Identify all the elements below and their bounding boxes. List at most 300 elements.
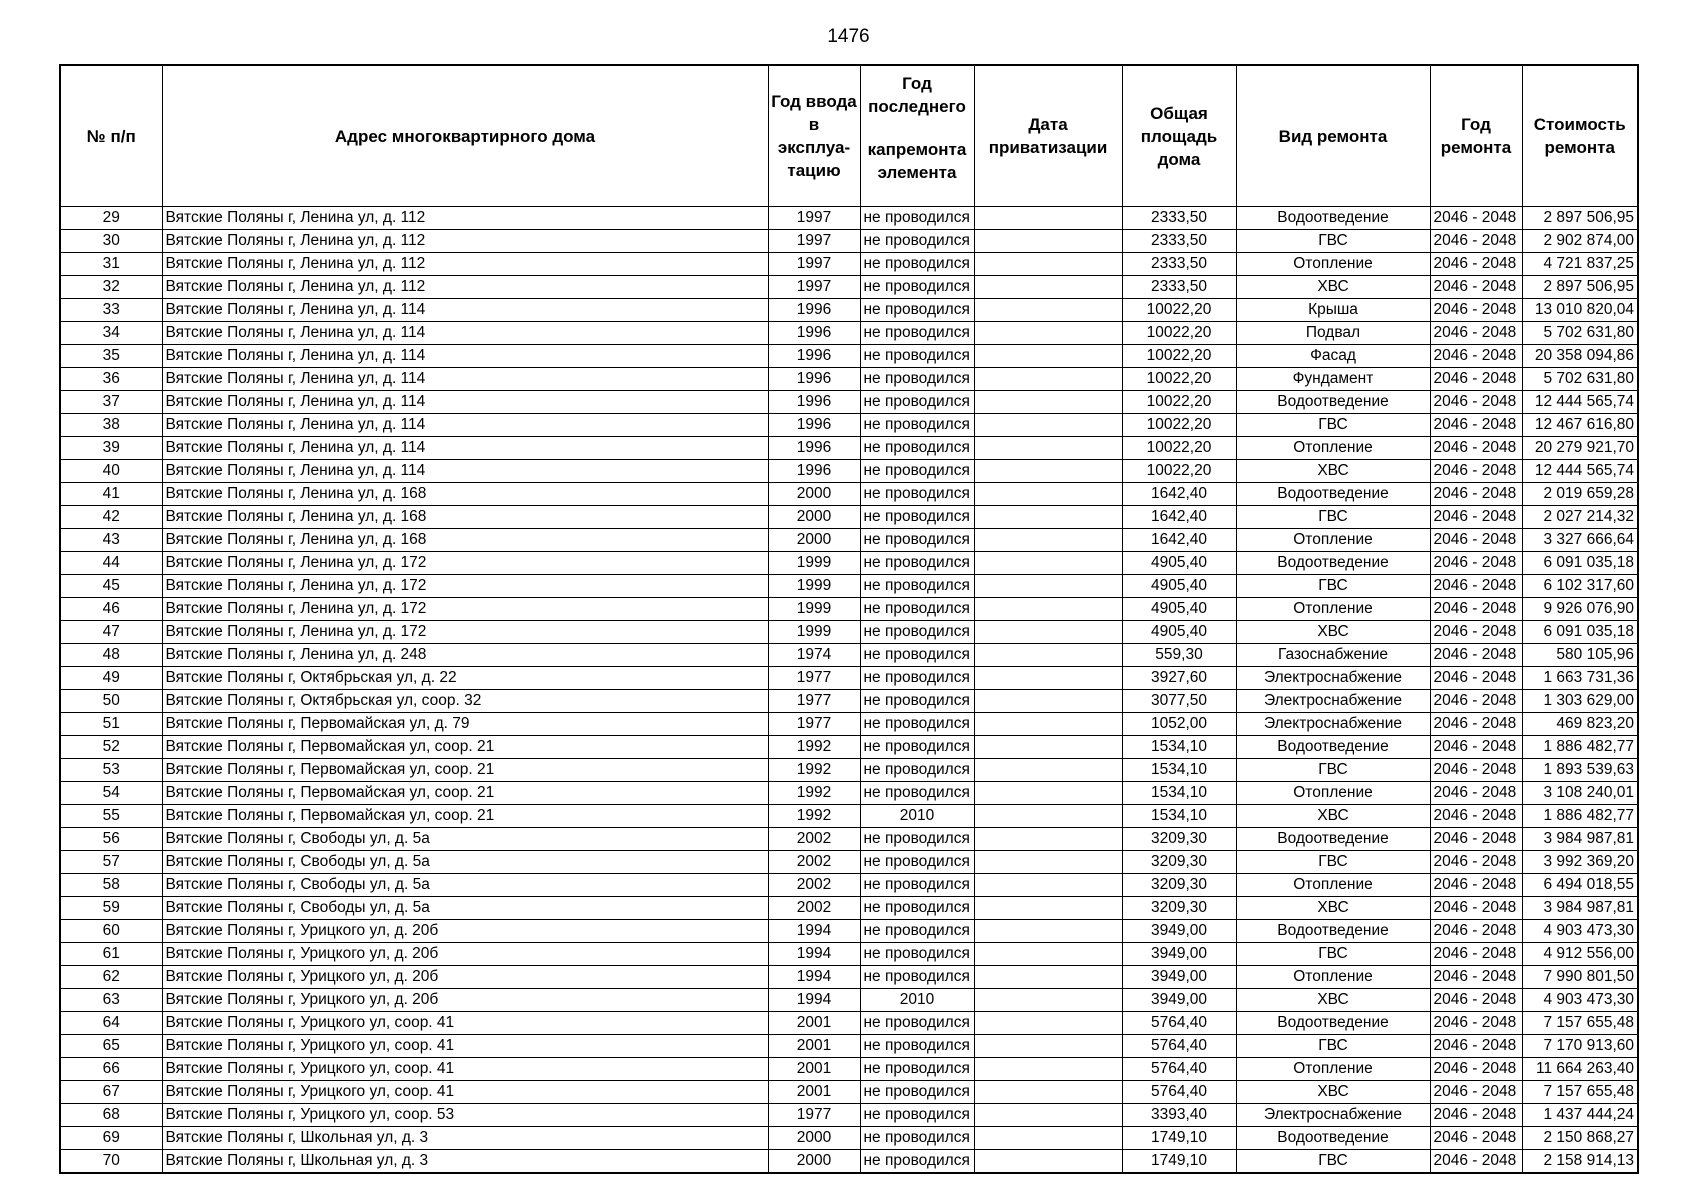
cell-privatization (974, 414, 1122, 437)
header-last-repair (860, 65, 974, 207)
cell-num: 60 (60, 920, 162, 943)
cell-repair-type: Отопление (1236, 966, 1430, 989)
cell-repair-year: 2046 - 2048 (1430, 897, 1522, 920)
cell-privatization (974, 1058, 1122, 1081)
cell-year-built: 1996 (768, 460, 860, 483)
cell-repair-year: 2046 - 2048 (1430, 207, 1522, 230)
cell-num: 62 (60, 966, 162, 989)
cell-num: 51 (60, 713, 162, 736)
cell-cost: 20 279 921,70 (1522, 437, 1638, 460)
cell-cost: 4 903 473,30 (1522, 920, 1638, 943)
cell-privatization (974, 483, 1122, 506)
cell-repair-year: 2046 - 2048 (1430, 920, 1522, 943)
cell-num: 43 (60, 529, 162, 552)
cell-repair-year: 2046 - 2048 (1430, 1127, 1522, 1150)
table-row (60, 460, 1638, 483)
cell-repair-year: 2046 - 2048 (1430, 345, 1522, 368)
cell-repair-year: 2046 - 2048 (1430, 1081, 1522, 1104)
cell-privatization (974, 851, 1122, 874)
table-row (60, 414, 1638, 437)
cell-num: 56 (60, 828, 162, 851)
cell-year-built: 1997 (768, 207, 860, 230)
cell-privatization (974, 1012, 1122, 1035)
cell-year-built: 1996 (768, 414, 860, 437)
repair-schedule-table (59, 64, 1639, 1174)
cell-address: Вятские Поляны г, Первомайская ул, соор. 21 (162, 736, 768, 759)
cell-repair-year: 2046 - 2048 (1430, 529, 1522, 552)
cell-num: 37 (60, 391, 162, 414)
cell-last-repair: не проводился (860, 1150, 974, 1174)
cell-last-repair: не проводился (860, 1081, 974, 1104)
cell-num: 69 (60, 1127, 162, 1150)
cell-privatization (974, 828, 1122, 851)
cell-repair-type: ГВС (1236, 1035, 1430, 1058)
cell-year-built: 1974 (768, 644, 860, 667)
cell-num: 32 (60, 276, 162, 299)
cell-address: Вятские Поляны г, Школьная ул, д. 3 (162, 1127, 768, 1150)
cell-area: 3393,40 (1122, 1104, 1236, 1127)
cell-address: Вятские Поляны г, Школьная ул, д. 3 (162, 1150, 768, 1174)
table-row (60, 713, 1638, 736)
cell-area: 3949,00 (1122, 966, 1236, 989)
cell-address: Вятские Поляны г, Урицкого ул, соор. 41 (162, 1058, 768, 1081)
cell-year-built: 1997 (768, 276, 860, 299)
cell-address: Вятские Поляны г, Ленина ул, д. 114 (162, 299, 768, 322)
cell-cost: 13 010 820,04 (1522, 299, 1638, 322)
cell-area: 5764,40 (1122, 1058, 1236, 1081)
cell-cost: 4 721 837,25 (1522, 253, 1638, 276)
table-row (60, 207, 1638, 230)
cell-year-built: 2002 (768, 828, 860, 851)
cell-repair-year: 2046 - 2048 (1430, 506, 1522, 529)
cell-area: 5764,40 (1122, 1012, 1236, 1035)
cell-area: 1642,40 (1122, 529, 1236, 552)
cell-num: 57 (60, 851, 162, 874)
cell-area: 3949,00 (1122, 989, 1236, 1012)
cell-cost: 1 303 629,00 (1522, 690, 1638, 713)
cell-privatization (974, 460, 1122, 483)
cell-num: 34 (60, 322, 162, 345)
cell-privatization (974, 253, 1122, 276)
cell-cost: 7 170 913,60 (1522, 1035, 1638, 1058)
cell-cost: 5 702 631,80 (1522, 322, 1638, 345)
cell-last-repair: не проводился (860, 736, 974, 759)
cell-year-built: 1996 (768, 345, 860, 368)
cell-last-repair: не проводился (860, 1058, 974, 1081)
header-year-built: Год ввода в эксплуа-тацию (768, 65, 860, 207)
cell-repair-type: ГВС (1236, 230, 1430, 253)
cell-privatization (974, 552, 1122, 575)
table-body (60, 207, 1638, 1174)
header-area: Общая площадь дома (1122, 65, 1236, 207)
page-number: 1476 (827, 26, 870, 47)
cell-repair-year: 2046 - 2048 (1430, 299, 1522, 322)
cell-last-repair: не проводился (860, 851, 974, 874)
cell-cost: 7 157 655,48 (1522, 1012, 1638, 1035)
cell-cost: 2 897 506,95 (1522, 276, 1638, 299)
cell-repair-type: Газоснабжение (1236, 644, 1430, 667)
cell-privatization (974, 276, 1122, 299)
cell-repair-year: 2046 - 2048 (1430, 667, 1522, 690)
cell-address: Вятские Поляны г, Урицкого ул, соор. 53 (162, 1104, 768, 1127)
cell-area: 10022,20 (1122, 345, 1236, 368)
cell-cost: 2 027 214,32 (1522, 506, 1638, 529)
cell-repair-year: 2046 - 2048 (1430, 391, 1522, 414)
cell-address: Вятские Поляны г, Ленина ул, д. 172 (162, 598, 768, 621)
cell-year-built: 2001 (768, 1081, 860, 1104)
cell-address: Вятские Поляны г, Урицкого ул, д. 20б (162, 989, 768, 1012)
cell-repair-type: ГВС (1236, 1150, 1430, 1174)
cell-address: Вятские Поляны г, Ленина ул, д. 114 (162, 368, 768, 391)
cell-cost: 6 102 317,60 (1522, 575, 1638, 598)
cell-area: 2333,50 (1122, 276, 1236, 299)
cell-address: Вятские Поляны г, Урицкого ул, д. 20б (162, 943, 768, 966)
table-row (60, 759, 1638, 782)
cell-year-built: 1994 (768, 966, 860, 989)
table-row (60, 1127, 1638, 1150)
table-header (60, 65, 1638, 207)
cell-privatization (974, 943, 1122, 966)
cell-repair-type: ГВС (1236, 759, 1430, 782)
cell-year-built: 1992 (768, 782, 860, 805)
cell-privatization (974, 1127, 1122, 1150)
cell-num: 68 (60, 1104, 162, 1127)
cell-year-built: 1996 (768, 391, 860, 414)
cell-privatization (974, 506, 1122, 529)
cell-last-repair: не проводился (860, 506, 974, 529)
cell-cost: 2 019 659,28 (1522, 483, 1638, 506)
table-row (60, 920, 1638, 943)
table-row (60, 1035, 1638, 1058)
cell-address: Вятские Поляны г, Свободы ул, д. 5а (162, 897, 768, 920)
cell-last-repair: не проводился (860, 207, 974, 230)
cell-address: Вятские Поляны г, Ленина ул, д. 112 (162, 230, 768, 253)
cell-address: Вятские Поляны г, Ленина ул, д. 112 (162, 276, 768, 299)
cell-cost: 9 926 076,90 (1522, 598, 1638, 621)
cell-last-repair: 2010 (860, 989, 974, 1012)
cell-last-repair: не проводился (860, 322, 974, 345)
table-row (60, 874, 1638, 897)
cell-last-repair: не проводился (860, 621, 974, 644)
cell-cost: 3 984 987,81 (1522, 828, 1638, 851)
cell-num: 46 (60, 598, 162, 621)
cell-privatization (974, 805, 1122, 828)
cell-privatization (974, 690, 1122, 713)
header-last-repair-bottom: капремонта элемента (867, 140, 967, 182)
cell-address: Вятские Поляны г, Ленина ул, д. 114 (162, 437, 768, 460)
cell-cost: 3 108 240,01 (1522, 782, 1638, 805)
cell-num: 42 (60, 506, 162, 529)
cell-last-repair: не проводился (860, 598, 974, 621)
cell-address: Вятские Поляны г, Урицкого ул, соор. 41 (162, 1012, 768, 1035)
cell-repair-year: 2046 - 2048 (1430, 713, 1522, 736)
cell-repair-year: 2046 - 2048 (1430, 1012, 1522, 1035)
cell-last-repair: не проводился (860, 414, 974, 437)
table-row (60, 437, 1638, 460)
cell-area: 4905,40 (1122, 575, 1236, 598)
cell-address: Вятские Поляны г, Первомайская ул, д. 79 (162, 713, 768, 736)
cell-repair-year: 2046 - 2048 (1430, 414, 1522, 437)
cell-privatization (974, 437, 1122, 460)
cell-num: 36 (60, 368, 162, 391)
cell-area: 3927,60 (1122, 667, 1236, 690)
cell-num: 65 (60, 1035, 162, 1058)
cell-year-built: 2000 (768, 1127, 860, 1150)
cell-repair-year: 2046 - 2048 (1430, 552, 1522, 575)
cell-num: 31 (60, 253, 162, 276)
cell-num: 55 (60, 805, 162, 828)
cell-privatization (974, 897, 1122, 920)
cell-privatization (974, 667, 1122, 690)
cell-repair-type: Отопление (1236, 437, 1430, 460)
cell-privatization (974, 391, 1122, 414)
cell-cost: 11 664 263,40 (1522, 1058, 1638, 1081)
cell-area: 2333,50 (1122, 253, 1236, 276)
table-row (60, 529, 1638, 552)
cell-repair-type: Водоотведение (1236, 1127, 1430, 1150)
header-repair-year: Год ремонта (1430, 65, 1522, 207)
cell-privatization (974, 1150, 1122, 1174)
cell-num: 35 (60, 345, 162, 368)
cell-year-built: 1977 (768, 1104, 860, 1127)
cell-area: 1534,10 (1122, 736, 1236, 759)
cell-num: 52 (60, 736, 162, 759)
table-row (60, 575, 1638, 598)
cell-address: Вятские Поляны г, Ленина ул, д. 114 (162, 322, 768, 345)
table-row (60, 322, 1638, 345)
cell-num: 53 (60, 759, 162, 782)
cell-repair-year: 2046 - 2048 (1430, 621, 1522, 644)
cell-area: 3209,30 (1122, 897, 1236, 920)
cell-num: 49 (60, 667, 162, 690)
cell-cost: 12 467 616,80 (1522, 414, 1638, 437)
cell-area: 1749,10 (1122, 1127, 1236, 1150)
cell-last-repair: не проводился (860, 529, 974, 552)
cell-address: Вятские Поляны г, Урицкого ул, д. 20б (162, 920, 768, 943)
cell-cost: 1 886 482,77 (1522, 736, 1638, 759)
cell-area: 3209,30 (1122, 828, 1236, 851)
cell-year-built: 2001 (768, 1012, 860, 1035)
cell-repair-type: ХВС (1236, 621, 1430, 644)
cell-cost: 1 886 482,77 (1522, 805, 1638, 828)
table-row (60, 391, 1638, 414)
table-row (60, 552, 1638, 575)
cell-area: 2333,50 (1122, 230, 1236, 253)
cell-repair-type: Фундамент (1236, 368, 1430, 391)
cell-cost: 7 157 655,48 (1522, 1081, 1638, 1104)
cell-num: 70 (60, 1150, 162, 1174)
cell-repair-year: 2046 - 2048 (1430, 989, 1522, 1012)
cell-last-repair: не проводился (860, 690, 974, 713)
cell-cost: 5 702 631,80 (1522, 368, 1638, 391)
cell-address: Вятские Поляны г, Ленина ул, д. 172 (162, 575, 768, 598)
cell-cost: 2 902 874,00 (1522, 230, 1638, 253)
cell-last-repair: не проводился (860, 552, 974, 575)
table-row (60, 828, 1638, 851)
header-privatization: Дата приватизации (974, 65, 1122, 207)
cell-privatization (974, 207, 1122, 230)
cell-num: 63 (60, 989, 162, 1012)
cell-area: 4905,40 (1122, 598, 1236, 621)
cell-repair-type: ГВС (1236, 414, 1430, 437)
cell-year-built: 1996 (768, 368, 860, 391)
cell-cost: 20 358 094,86 (1522, 345, 1638, 368)
table-row (60, 667, 1638, 690)
cell-repair-year: 2046 - 2048 (1430, 759, 1522, 782)
cell-num: 67 (60, 1081, 162, 1104)
cell-num: 40 (60, 460, 162, 483)
cell-privatization (974, 322, 1122, 345)
header-repair-type: Вид ремонта (1236, 65, 1430, 207)
cell-repair-year: 2046 - 2048 (1430, 943, 1522, 966)
cell-last-repair: не проводился (860, 667, 974, 690)
cell-last-repair: не проводился (860, 874, 974, 897)
cell-address: Вятские Поляны г, Урицкого ул, соор. 41 (162, 1035, 768, 1058)
cell-year-built: 1996 (768, 322, 860, 345)
cell-year-built: 1999 (768, 552, 860, 575)
cell-repair-type: ГВС (1236, 506, 1430, 529)
cell-repair-type: ГВС (1236, 943, 1430, 966)
cell-address: Вятские Поляны г, Свободы ул, д. 5а (162, 851, 768, 874)
cell-area: 3209,30 (1122, 851, 1236, 874)
cell-last-repair: не проводился (860, 391, 974, 414)
cell-year-built: 1977 (768, 690, 860, 713)
cell-repair-type: Водоотведение (1236, 920, 1430, 943)
cell-repair-type: Отопление (1236, 253, 1430, 276)
cell-last-repair: не проводился (860, 368, 974, 391)
cell-year-built: 1994 (768, 943, 860, 966)
cell-area: 1534,10 (1122, 782, 1236, 805)
cell-privatization (974, 989, 1122, 1012)
cell-area: 1642,40 (1122, 483, 1236, 506)
cell-num: 45 (60, 575, 162, 598)
cell-area: 1534,10 (1122, 759, 1236, 782)
cell-privatization (974, 782, 1122, 805)
cell-area: 4905,40 (1122, 621, 1236, 644)
cell-repair-type: ХВС (1236, 1081, 1430, 1104)
cell-privatization (974, 713, 1122, 736)
cell-repair-year: 2046 - 2048 (1430, 483, 1522, 506)
header-cost: Стоимость ремонта (1522, 65, 1638, 207)
cell-repair-year: 2046 - 2048 (1430, 230, 1522, 253)
cell-area: 10022,20 (1122, 391, 1236, 414)
cell-repair-year: 2046 - 2048 (1430, 1104, 1522, 1127)
table-row (60, 345, 1638, 368)
table-row (60, 966, 1638, 989)
cell-area: 1749,10 (1122, 1150, 1236, 1174)
cell-privatization (974, 1035, 1122, 1058)
table-row (60, 736, 1638, 759)
cell-num: 44 (60, 552, 162, 575)
cell-num: 64 (60, 1012, 162, 1035)
cell-repair-type: ХВС (1236, 805, 1430, 828)
cell-cost: 4 912 556,00 (1522, 943, 1638, 966)
cell-last-repair: не проводился (860, 1012, 974, 1035)
cell-last-repair: не проводился (860, 575, 974, 598)
cell-repair-type: Водоотведение (1236, 828, 1430, 851)
cell-last-repair: не проводился (860, 483, 974, 506)
cell-last-repair: не проводился (860, 966, 974, 989)
cell-repair-type: ХВС (1236, 460, 1430, 483)
cell-cost: 3 327 666,64 (1522, 529, 1638, 552)
cell-area: 5764,40 (1122, 1035, 1236, 1058)
cell-last-repair: не проводился (860, 897, 974, 920)
cell-year-built: 2002 (768, 874, 860, 897)
cell-repair-type: Отопление (1236, 782, 1430, 805)
cell-year-built: 2001 (768, 1058, 860, 1081)
cell-year-built: 1997 (768, 230, 860, 253)
cell-privatization (974, 299, 1122, 322)
cell-year-built: 2001 (768, 1035, 860, 1058)
cell-year-built: 2000 (768, 483, 860, 506)
cell-repair-year: 2046 - 2048 (1430, 437, 1522, 460)
cell-address: Вятские Поляны г, Ленина ул, д. 114 (162, 460, 768, 483)
cell-last-repair: не проводился (860, 230, 974, 253)
cell-num: 54 (60, 782, 162, 805)
cell-repair-type: ГВС (1236, 575, 1430, 598)
cell-repair-type: Подвал (1236, 322, 1430, 345)
table-row (60, 943, 1638, 966)
cell-area: 1052,00 (1122, 713, 1236, 736)
cell-year-built: 1999 (768, 621, 860, 644)
cell-address: Вятские Поляны г, Ленина ул, д. 172 (162, 621, 768, 644)
cell-repair-type: Отопление (1236, 529, 1430, 552)
cell-privatization (974, 529, 1122, 552)
cell-address: Вятские Поляны г, Урицкого ул, д. 20б (162, 966, 768, 989)
cell-num: 66 (60, 1058, 162, 1081)
cell-repair-type: Электроснабжение (1236, 713, 1430, 736)
cell-address: Вятские Поляны г, Ленина ул, д. 112 (162, 253, 768, 276)
cell-last-repair: не проводился (860, 943, 974, 966)
cell-year-built: 1977 (768, 713, 860, 736)
cell-last-repair: не проводился (860, 782, 974, 805)
cell-cost: 2 150 868,27 (1522, 1127, 1638, 1150)
header-num: № п/п (60, 65, 162, 207)
cell-num: 33 (60, 299, 162, 322)
cell-num: 58 (60, 874, 162, 897)
cell-address: Вятские Поляны г, Октябрьская ул, соор. 32 (162, 690, 768, 713)
cell-year-built: 1992 (768, 759, 860, 782)
cell-repair-year: 2046 - 2048 (1430, 1150, 1522, 1174)
table-row (60, 299, 1638, 322)
cell-last-repair: не проводился (860, 1035, 974, 1058)
cell-repair-type: Водоотведение (1236, 391, 1430, 414)
cell-address: Вятские Поляны г, Первомайская ул, соор. 21 (162, 805, 768, 828)
cell-year-built: 1994 (768, 989, 860, 1012)
cell-repair-type: Водоотведение (1236, 207, 1430, 230)
cell-repair-type: Электроснабжение (1236, 667, 1430, 690)
cell-area: 1642,40 (1122, 506, 1236, 529)
cell-cost: 12 444 565,74 (1522, 460, 1638, 483)
table-row (60, 1150, 1638, 1174)
cell-cost: 469 823,20 (1522, 713, 1638, 736)
cell-num: 39 (60, 437, 162, 460)
cell-last-repair: не проводился (860, 920, 974, 943)
cell-privatization (974, 966, 1122, 989)
cell-repair-type: Электроснабжение (1236, 1104, 1430, 1127)
cell-last-repair: не проводился (860, 276, 974, 299)
cell-year-built: 1994 (768, 920, 860, 943)
cell-repair-year: 2046 - 2048 (1430, 782, 1522, 805)
cell-area: 559,30 (1122, 644, 1236, 667)
table-row (60, 598, 1638, 621)
table-row (60, 1081, 1638, 1104)
cell-num: 30 (60, 230, 162, 253)
cell-privatization (974, 621, 1122, 644)
cell-repair-year: 2046 - 2048 (1430, 690, 1522, 713)
cell-address: Вятские Поляны г, Ленина ул, д. 112 (162, 207, 768, 230)
cell-cost: 6 091 035,18 (1522, 621, 1638, 644)
